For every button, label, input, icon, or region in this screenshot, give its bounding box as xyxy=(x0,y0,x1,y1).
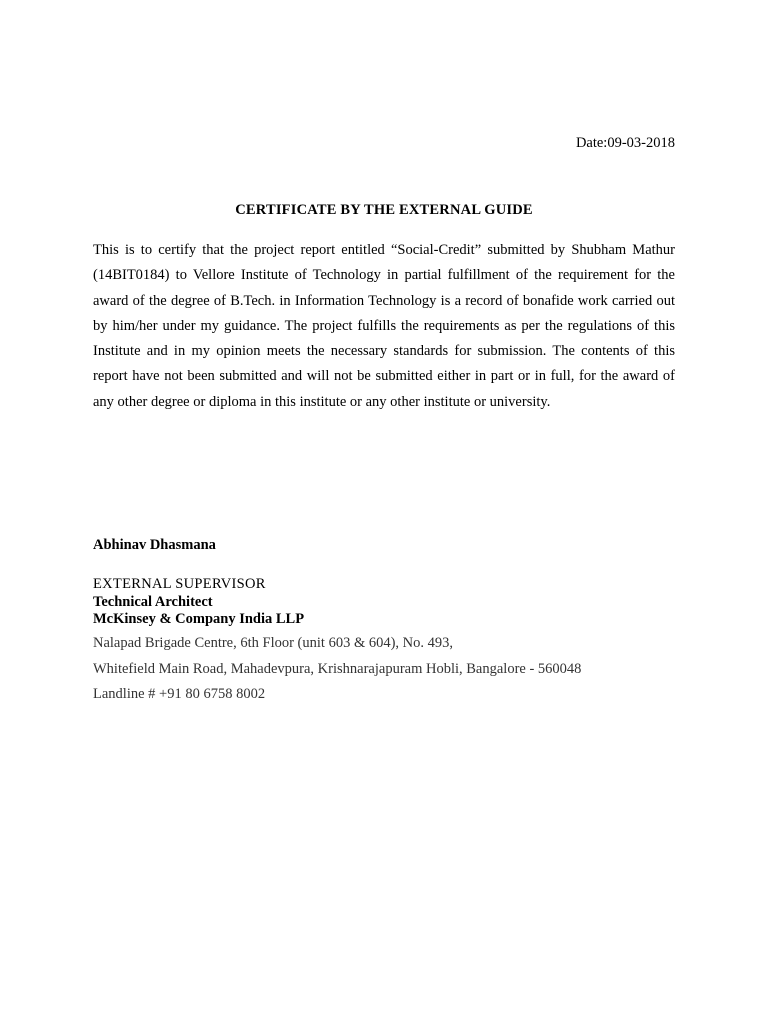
signatory-company: McKinsey & Company India LLP xyxy=(93,611,305,627)
certificate-body: This is to certify that the project report entitled “Social-Credit” submitted by Shubham Mathur (14BIT0184) to Vellore Institute of Technology in partial fulfillment of the requirement for the award of the degree of B.Tech. in Information Technology is a record of bonafide work carried out by him/her under my guidance. The project fulfills the requirements as per the regulations of this Institute and in my opinion meets the necessary standards for submission. The contents of this report have not been submitted and will not be submitted either in part or in full, for the award of any other degree or diploma in this institute or any other institute or university. xyxy=(93,242,675,410)
address-line-2: Whitefield Main Road, Mahadevpura, Krishnarajapuram Hobli, Bangalore - 560048 xyxy=(93,661,582,677)
address-line-1: Nalapad Brigade Centre, 6th Floor (unit 603 & 604), No. 493, xyxy=(93,635,454,651)
certificate-title: CERTIFICATE BY THE EXTERNAL GUIDE xyxy=(235,202,533,218)
landline: Landline # +91 80 6758 8002 xyxy=(93,686,266,702)
signatory-designation: Technical Architect xyxy=(93,594,213,610)
signatory-role: EXTERNAL SUPERVISOR xyxy=(93,576,266,592)
certificate-date: Date:09-03-2018 xyxy=(575,135,675,151)
signatory-name: Abhinav Dhasmana xyxy=(93,537,216,553)
